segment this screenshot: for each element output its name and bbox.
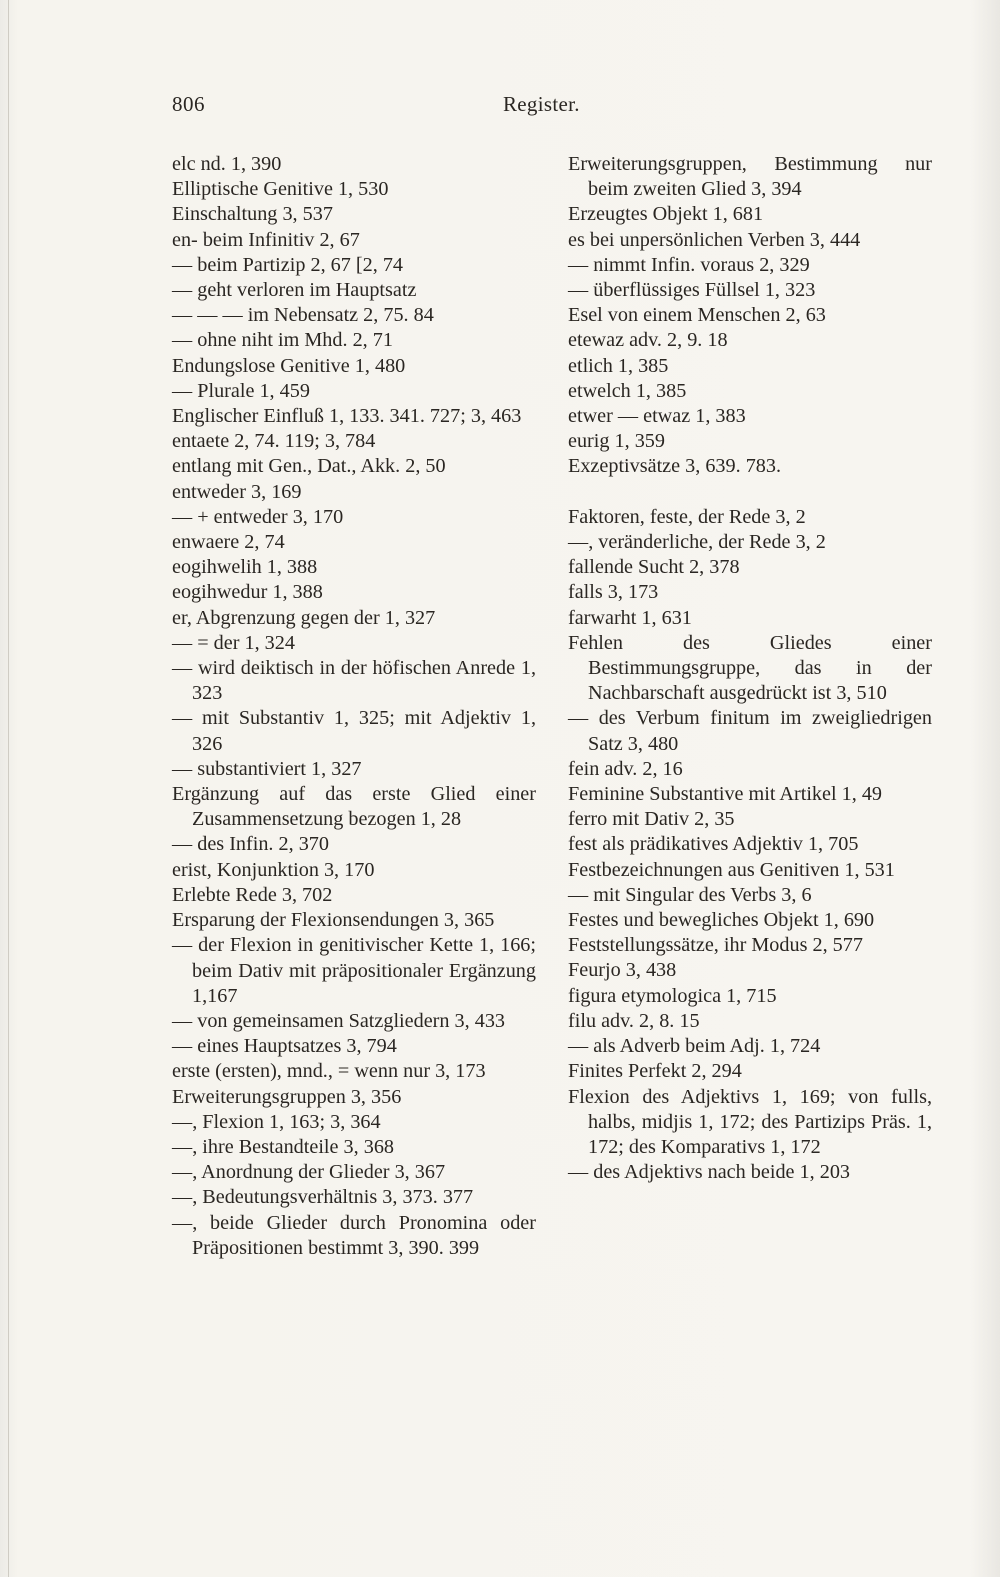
index-entry: — des Adjektivs nach beide 1, 203: [568, 1161, 851, 1184]
page-header: [0, 92, 1000, 122]
index-entry: — ohne niht im Mhd. 2, 71: [172, 329, 393, 352]
index-entry: Faktoren, feste, der Rede 3, 2: [568, 505, 806, 528]
index-entry: — = der 1, 324: [172, 631, 295, 654]
index-entry: — substantiviert 1, 327: [172, 757, 362, 780]
index-entry: etwelch 1, 385: [568, 379, 687, 402]
index-entry: Erlebte Rede 3, 702: [172, 883, 333, 906]
index-entry: Feminine Substantive mit Artikel 1, 49: [568, 783, 883, 806]
index-entry: —, Anordnung der Glieder 3, 367: [172, 1161, 446, 1184]
index-entry: Finites Perfekt 2, 294: [568, 1060, 742, 1083]
index-entry: Englischer Einfluß 1, 133. 341. 727; 3, 463: [172, 405, 522, 428]
index-entry: farwarht 1, 631: [568, 606, 692, 629]
index-entry: — eines Hauptsatzes 3, 794: [172, 1035, 397, 1058]
index-entry: Feststellungssätze, ihr Modus 2, 577: [568, 934, 863, 957]
index-entry: — der Flexion in genitivischer Kette 1, 166; beim Dativ mit präpositionaler Ergänzung 1,167: [172, 934, 536, 1007]
index-entry: — beim Partizip 2, 67 [2, 74: [172, 253, 404, 276]
index-entry: eurig 1, 359: [568, 430, 665, 453]
index-entry: enwaere 2, 74: [172, 531, 285, 554]
index-entry: Feurjo 3, 438: [568, 959, 677, 982]
index-entry: etlich 1, 385: [568, 354, 669, 377]
index-entry: Ersparung der Flexionsendungen 3, 365: [172, 909, 495, 932]
index-entry: Einschaltung 3, 537: [172, 203, 333, 226]
index-entry: —, Flexion 1, 163; 3, 364: [172, 1110, 381, 1133]
index-entry: Endungslose Genitive 1, 480: [172, 354, 406, 377]
index-entry: — Plurale 1, 459: [172, 379, 310, 402]
page-number: 806: [172, 92, 205, 116]
index-entry: fein adv. 2, 16: [568, 757, 683, 780]
index-entry: — von gemeinsamen Satzgliedern 3, 433: [172, 1009, 506, 1032]
index-entry: — des Verbum finitum im zweigliedrigen Satz 3, 480: [568, 707, 932, 755]
index-entry: —, Bedeutungsverhältnis 3, 373. 377: [172, 1186, 474, 1209]
index-entry: falls 3, 173: [568, 581, 659, 604]
index-entry: en- beim Infinitiv 2, 67: [172, 228, 360, 251]
index-entry: — mit Singular des Verbs 3, 6: [568, 883, 812, 906]
index-entry: — als Adverb beim Adj. 1, 724: [568, 1035, 821, 1058]
index-entry: —, beide Glieder durch Pronomina oder Präpositionen bestimmt 3, 390. 399: [172, 1211, 536, 1259]
index-entry: — + entweder 3, 170: [172, 505, 344, 528]
index-entry: er, Abgrenzung gegen der 1, 327: [172, 606, 436, 629]
index-column-left: [172, 152, 536, 1261]
index-entry: Exzeptivsätze 3, 639. 783.: [568, 455, 782, 478]
index-entry: entaete 2, 74. 119; 3, 784: [172, 430, 376, 453]
index-entry: Erweiterungsgruppen, Bestimmung nur beim zweiten Glied 3, 394: [568, 153, 932, 201]
index-entry: figura etymologica 1, 715: [568, 984, 777, 1007]
index-entry: fest als prädikatives Adjektiv 1, 705: [568, 833, 859, 856]
index-entry: Festbezeichnungen aus Genitiven 1, 531: [568, 858, 895, 881]
index-entry: eogihwedur 1, 388: [172, 581, 323, 604]
running-title: Register.: [503, 92, 580, 116]
index-entry: Erweiterungsgruppen 3, 356: [172, 1085, 402, 1108]
index-entry: — — — im Nebensatz 2, 75. 84: [172, 304, 434, 327]
index-entry: — wird deiktisch in der höfischen Anrede 1, 323: [172, 657, 536, 705]
index-entry: Fehlen des Gliedes einer Bestimmungsgruppe, das in der Nachbarschaft ausgedrückt ist 3, 510: [568, 631, 932, 705]
index-entry: — geht verloren im Hauptsatz: [172, 279, 417, 302]
index-entry: Erzeugtes Objekt 1, 681: [568, 203, 764, 226]
index-column-right: [568, 152, 932, 1185]
index-entry: — nimmt Infin. voraus 2, 329: [568, 253, 810, 276]
index-entry: Ergänzung auf das erste Glied einer Zusammensetzung bezogen 1, 28: [172, 783, 536, 831]
index-entry: filu adv. 2, 8. 15: [568, 1009, 700, 1032]
index-entry: erste (ersten), mnd., = wenn nur 3, 173: [172, 1060, 486, 1083]
index-entry: etewaz adv. 2, 9. 18: [568, 329, 728, 352]
index-entry: ferro mit Dativ 2, 35: [568, 808, 735, 831]
index-entry: fallende Sucht 2, 378: [568, 556, 740, 579]
index-entry: — mit Substantiv 1, 325; mit Adjektiv 1, 326: [172, 707, 536, 755]
index-entry: erist, Konjunktion 3, 170: [172, 858, 375, 881]
index-entry: entlang mit Gen., Dat., Akk. 2, 50: [172, 455, 446, 478]
scan-edge: [8, 0, 9, 1577]
index-entry: elc nd. 1, 390: [172, 153, 282, 175]
index-entry: Elliptische Genitive 1, 530: [172, 178, 389, 201]
index-entry: Esel von einem Menschen 2, 63: [568, 304, 826, 327]
index-entry: — überflüssiges Füllsel 1, 323: [568, 279, 816, 302]
index-entry: es bei unpersönlichen Verben 3, 444: [568, 228, 861, 251]
index-entry: eogihwelih 1, 388: [172, 556, 318, 579]
index-entry: etwer — etwaz 1, 383: [568, 405, 746, 428]
index-entry: Festes und bewegliches Objekt 1, 690: [568, 909, 875, 932]
index-entry: —, veränderliche, der Rede 3, 2: [568, 531, 826, 554]
index-entry: —, ihre Bestandteile 3, 368: [172, 1135, 395, 1158]
index-entry: entweder 3, 169: [172, 480, 302, 503]
index-entry: Flexion des Adjektivs 1, 169; von fulls, halbs, midjis 1, 172; des Partizips Präs. 1, 172; des Komparativs 1, 172: [568, 1085, 932, 1158]
index-entry: — des Infin. 2, 370: [172, 833, 329, 856]
